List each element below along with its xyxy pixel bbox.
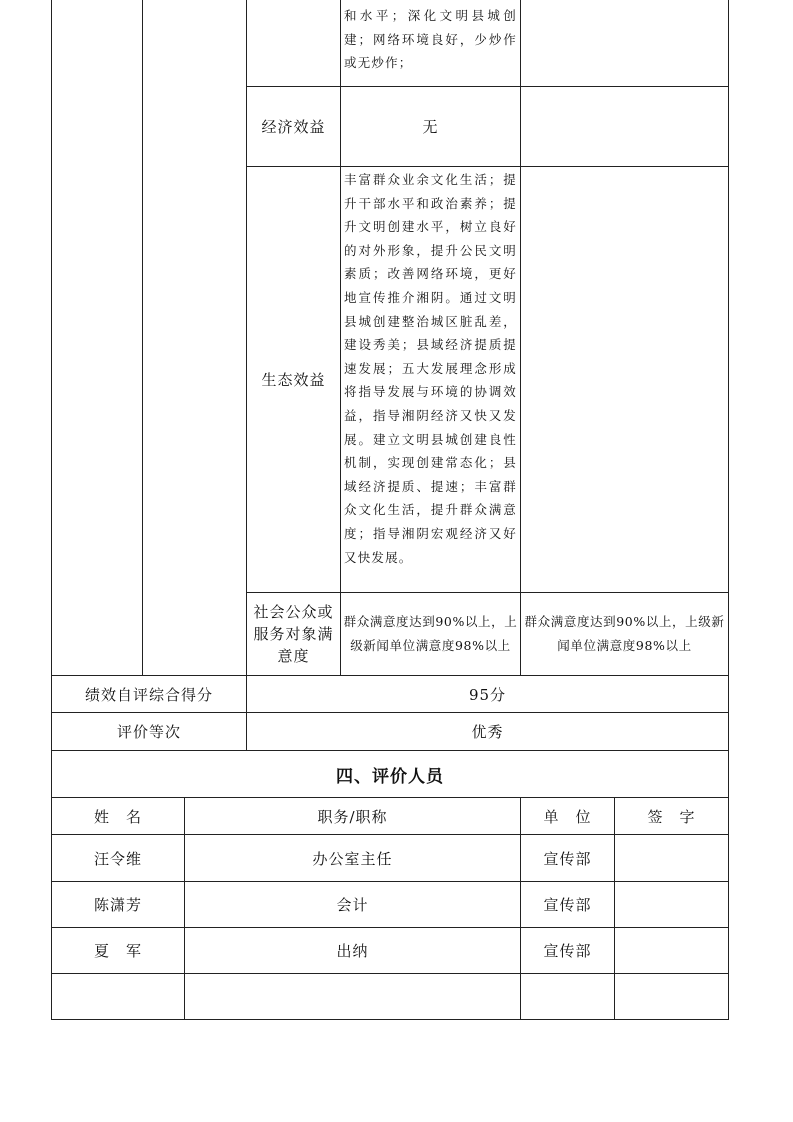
row-4-signature: [615, 974, 728, 1019]
col-line-4: [520, 0, 521, 675]
border-bottom: [51, 1019, 729, 1020]
header-unit: 单 位: [543, 807, 592, 826]
border-right: [728, 0, 729, 1020]
row-3-unit: 宣传部: [543, 942, 592, 960]
row-4-unit: [521, 974, 614, 1019]
score-value: 95分: [468, 685, 507, 704]
row-2-position: 会计: [336, 896, 369, 914]
ecological-benefit-label: 生态效益: [261, 371, 326, 389]
row-1-unit: 宣传部: [543, 849, 592, 868]
row-4-position: [185, 974, 520, 1019]
row-2-signature: [615, 882, 728, 927]
social-benefit-target-tail: 和水平；深化文明县城创建；网络环境良好，少炒作或无炒作；: [344, 8, 517, 71]
header-signature: 签 字: [647, 807, 696, 826]
score-label: 绩效自评综合得分: [84, 685, 213, 704]
header-position: 职务/职称: [317, 807, 388, 826]
satisfaction-actual: 群众满意度达到90%以上，上级新闻单位满意度98%以上: [524, 614, 725, 653]
economic-benefit-target: 无: [422, 118, 439, 136]
header-name: 姓 名: [93, 807, 142, 826]
row-3-position: 出纳: [336, 942, 369, 960]
row-4-name: [52, 974, 184, 1019]
grade-value: 优秀: [471, 723, 504, 741]
grade-label: 评价等次: [116, 723, 181, 741]
performance-evaluation-table: [51, 0, 729, 1020]
row-2-unit: 宣传部: [543, 896, 592, 914]
row-1-name: 汪令维: [93, 849, 142, 868]
satisfaction-label: 社会公众或服务对象满意度: [253, 603, 334, 665]
ecological-benefit-target: 丰富群众业余文化生活；提升干部水平和政治素养；提升文明创建水平，树立良好的对外形象，提升公民文明素质；改善网络环境，更好地宣传推介湘阴。通过文明县城创建整治城区脏乱差，建设秀美；县域经济提质提速发展；五大发展理念形成将指导发展与环境的协调效益，指导湘阴经济又快又发展。建立文明县城创建良性机制，实现创建常态化；县域经济提质、提速；丰富群众文化生活，提升群众满意度；指导湘阴宏观经济又好又快发展。: [344, 172, 517, 565]
col-line-1: [142, 0, 143, 675]
row-3-signature: [615, 928, 728, 973]
satisfaction-target: 群众满意度达到90%以上，上级新闻单位满意度98%以上: [343, 614, 518, 653]
row-2-name: 陈潇芳: [93, 896, 142, 914]
economic-benefit-label: 经济效益: [261, 118, 326, 136]
row-1-signature: [615, 835, 728, 881]
row-1-position: 办公室主任: [312, 849, 393, 868]
row-3-name: 夏 军: [93, 942, 142, 960]
section-title: 四、评价人员: [336, 766, 444, 787]
